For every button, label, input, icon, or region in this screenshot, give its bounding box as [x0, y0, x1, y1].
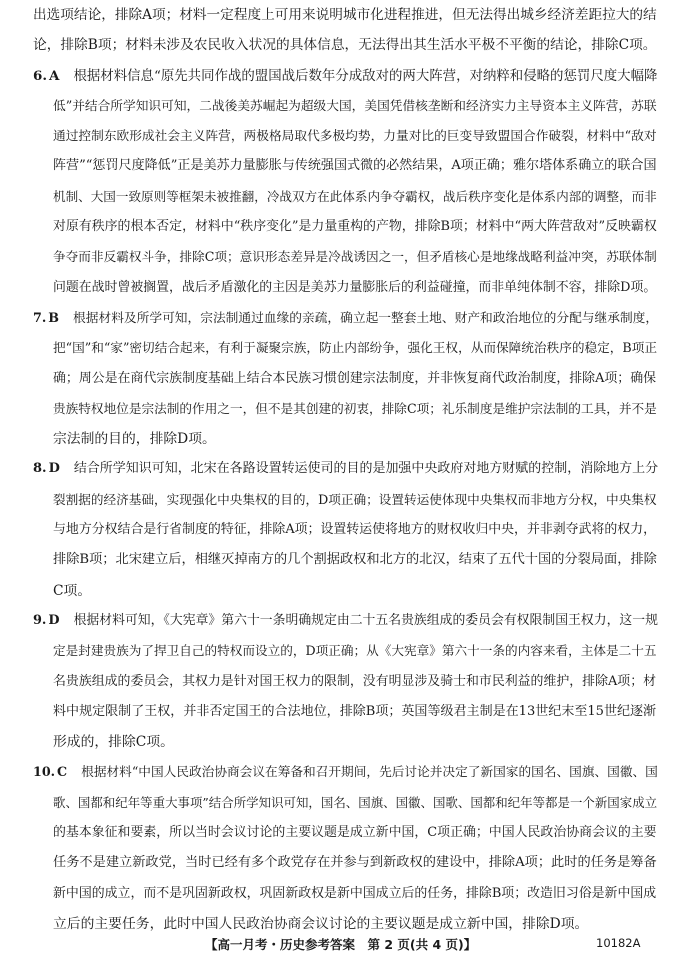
question-number: 7. — [33, 309, 47, 325]
answer-text-body — [33, 6, 657, 945]
line-text: 排除B项；北宋建立后，相继灭掉南方的几个割据政权和北方的北汉，结束了五代十国的分裂局面，排除 — [53, 552, 657, 568]
line-text: 与地方分权结合是行省制度的特征，排除A项；设置转运使将地方的财权收归中央，并非剥夺武将的权力， — [53, 522, 657, 538]
text-line — [33, 733, 657, 763]
footer-title: 【高一月考・历史参考答案 第 2 页(共 4 页)】 — [205, 937, 477, 952]
answer-letter: D — [48, 612, 60, 628]
answer-item — [33, 460, 657, 611]
text-line — [33, 339, 657, 369]
line-text: 的基本象征和要素，所以当时会议讨论的主要议题是成立新中国，C项正确；中国人民政治协商会议的主要 — [53, 825, 657, 841]
line-text: 贵族特权地位是宗法制的作用之一，但不是其创建的初衷，排除C项；礼乐制度是维护宗法制的工具，并不是 — [53, 400, 657, 416]
line-text: 出选项结论，排除A项；材料一定程度上可用来说明城市化进程推进，但无法得出城乡经济差距拉大的结 — [33, 7, 657, 23]
footer-code: 10182A — [596, 936, 641, 950]
text-line — [33, 763, 657, 793]
text-line — [33, 97, 657, 127]
text-line — [33, 67, 657, 97]
line-text: 机制、大国一致原则等框架未被推翻，冷战双方在此体系内争夺霸权，战后秩序变化是体系内部的调整，而非 — [53, 188, 657, 204]
text-line — [33, 551, 657, 581]
text-line — [33, 430, 657, 460]
text-line — [33, 673, 657, 703]
line-text: 宗法制的目的，排除D项。 — [53, 431, 216, 448]
line-text: C项。 — [53, 582, 92, 599]
line-text: 问题在战时曾被搁置，战后矛盾激化的主因是美苏力量膨胀后的利益碰撞，而非单纯体制不容，排除D项。 — [53, 279, 657, 295]
text-line — [33, 218, 657, 248]
line-text: 根据材料可知，《大宪章》第六十一条明确规定由二十五名贵族组成的委员会有权限制国王权力，这一规 — [73, 612, 658, 628]
text-line — [33, 279, 657, 309]
line-text: 争夺而非反霸权斗争，排除C项；意识形态差异是冷战诱因之一，但矛盾核心是地缘战略利益冲突，苏联体制 — [53, 249, 657, 265]
answer-item — [33, 309, 657, 460]
text-line — [33, 885, 657, 915]
line-text: 形成的，排除C项。 — [53, 734, 174, 751]
line-text: 歌、国都和纪年等重大事项”结合所学知识可知，国名、国旗、国徽、国歌、国都和纪年等都是一个新国家成立 — [53, 794, 658, 810]
answer-letter: C — [57, 764, 68, 780]
question-number: 10. — [33, 764, 56, 780]
text-line — [33, 582, 657, 612]
line-text: 名贵族组成的委员会，其权力是针对国王权力的限制，没有明显涉及骑士和市民利益的维护，排除A项；材 — [53, 673, 657, 689]
text-line — [33, 157, 657, 187]
line-text: 低”并结合所学知识可知，二战後美苏崛起为超级大国，美国凭借核垄断和经济实力主导资本主义阵营，苏联 — [53, 97, 657, 113]
text-line — [33, 309, 657, 339]
line-text: 根据材料及所学可知，宗法制通过血缘的亲疏，确立起一整套土地、财产和政治地位的分配与继承制度， — [73, 309, 659, 325]
answer-letter: A — [49, 67, 60, 84]
text-line — [33, 370, 657, 400]
text-line — [33, 491, 657, 521]
text-line — [33, 642, 657, 672]
text-line — [33, 188, 657, 218]
line-text: 阵营”“惩罚尺度降低”正是美苏力量膨胀与传统强国式微的必然结果，A项正确；雅尔塔体系确立的联合国 — [53, 158, 657, 174]
line-text: 论，排除B项；材料未涉及农民收入状况的具体信息，无法得出其生活水平极不平衡的结论，排除C项。 — [33, 37, 657, 54]
text-line — [33, 460, 657, 490]
line-text: 通过控制东欧形成社会主义阵营，两极格局取代多极均势，力量对比的巨变导致盟国合作破裂，材料中“敌对 — [53, 128, 657, 144]
answer-item — [33, 67, 657, 309]
text-line — [33, 612, 657, 642]
line-text: 新中国的成立，而不是巩固新政权，巩固新政权是新中国成立后的任务，排除B项；改造旧习俗是新中国成 — [53, 885, 657, 901]
text-line — [33, 824, 657, 854]
answer-item — [33, 763, 657, 945]
line-text: 根据材料信息“原先共同作战的盟国战后数年分成敌对的两大阵营，对纳粹和侵略的惩罚尺度大幅降 — [73, 68, 658, 84]
line-text: 定是封建贵族为了捍卫自己的特权而设立的，D项正确；从《大宪章》第六十一条的内容来看，主体是二十五 — [53, 643, 657, 659]
question-number: 9. — [33, 612, 47, 628]
text-line — [33, 400, 657, 430]
text-line — [33, 794, 657, 824]
answer-item — [33, 612, 657, 763]
line-text: 任务不是建立新政党，当时已经有多个政党存在并参与到新政权的建设中，排除A项；此时的任务是筹备 — [53, 855, 657, 871]
answer-letter: D — [48, 461, 60, 477]
line-text: 根据材料“中国人民政治协商会议在筹备和召开期间，先后讨论并决定了新国家的国名、国旗、国徽、国 — [81, 764, 658, 780]
line-text: 裂割据的经济基础，实现强化中央集权的目的，D项正确；设置转运使体现中央集权而非地方分权，中央集权 — [53, 491, 657, 507]
line-text: 立后的主要任务，此时中国人民政治协商会议讨论的主要议题是成立新中国，排除D项。 — [53, 915, 589, 932]
text-line — [33, 248, 657, 278]
line-text: 料中规定限制了王权，并非否定国王的合法地位，排除B项；英国等级君主制是在13世纪末至15世纪逐渐 — [53, 703, 657, 719]
line-text: 确；周公是在商代宗族制度基础上结合本民族习惯创建宗法制度，并非恢复商代政治制度，排除A项；确保 — [53, 370, 657, 386]
text-line — [33, 6, 657, 36]
line-text: 结合所学知识可知，北宋在各路设置转运使司的目的是加强中央政府对地方财赋的控制，消除地方上分 — [73, 461, 659, 477]
line-text: 对原有秩序的根本否定，材料中“秩序变化”是力量重构的产物，排除B项；材料中“两大阵营敌对”反映霸权 — [53, 219, 657, 235]
page-footer — [0, 935, 677, 957]
question-number: 6. — [33, 67, 48, 84]
answer-letter: B — [48, 309, 60, 325]
text-line — [33, 521, 657, 551]
text-line — [33, 854, 657, 884]
line-text: 把“国”和“家”密切结合起来，有利于凝聚宗族，防止内部纷争，强化王权，从而保障统治秩序的稳定，B项正 — [53, 340, 657, 356]
question-number: 8. — [33, 461, 47, 477]
text-line — [33, 703, 657, 733]
text-line — [33, 127, 657, 157]
text-line — [33, 36, 657, 66]
